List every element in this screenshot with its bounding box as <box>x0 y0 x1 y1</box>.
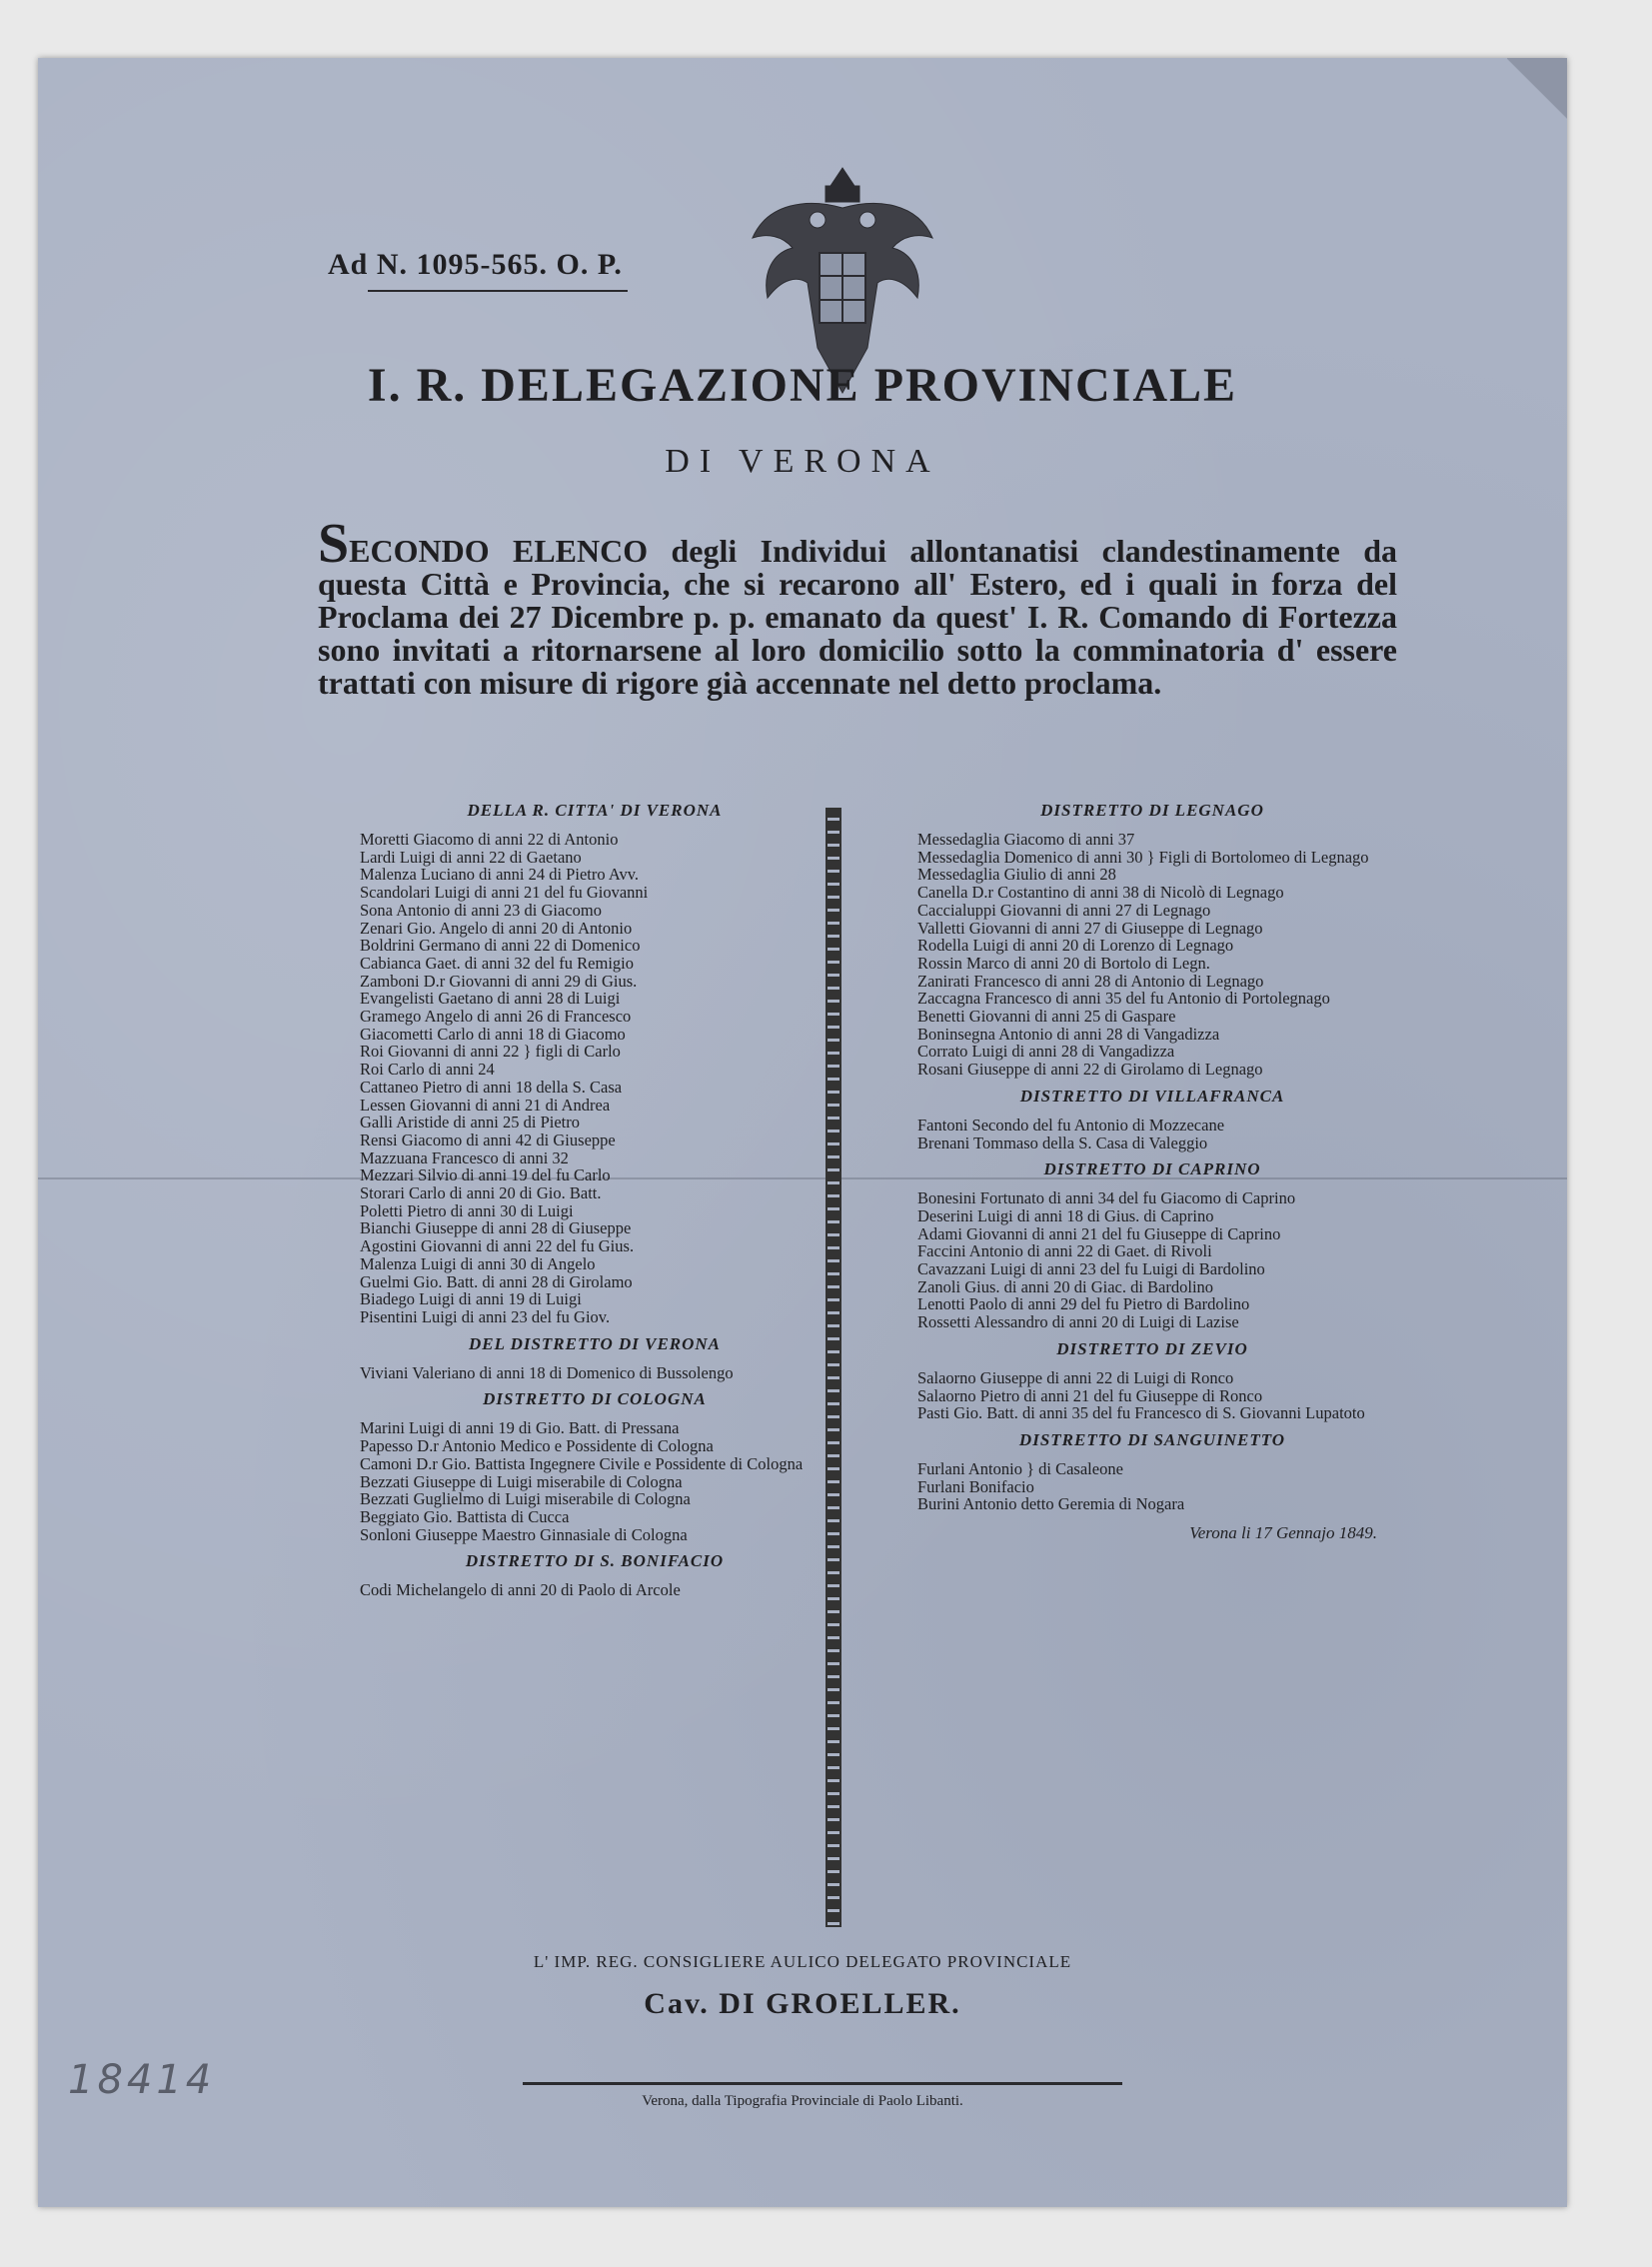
person-entry: Agostini Giovanni di anni 22 del fu Gius. <box>360 1236 635 1256</box>
person-entry: Moretti Giacomo di anni 22 di Antonio <box>360 830 619 849</box>
person-entry: Caccialuppi Giovanni di anni 27 di Legnago <box>917 900 1211 920</box>
person-entry: Bezzati Giuseppe di Luigi miserabile di Cologna <box>360 1471 683 1491</box>
person-entry: Boninsegna Antonio di anni 28 di Vangadizza <box>917 1024 1220 1044</box>
district-heading: DEL DISTRETTO DI VERONA <box>468 1333 722 1353</box>
person-entry: Gramego Angelo di anni 26 di Francesco <box>360 1007 632 1027</box>
person-entry: Boldrini Germano di anni 22 di Domenico <box>360 936 641 956</box>
person-entry: Pasti Gio. Batt. di anni 35 del fu Francesco di S. Giovanni Lupatoto <box>917 1403 1365 1423</box>
district-heading: DISTRETTO DI VILLAFRANCA <box>1019 1086 1285 1106</box>
person-entry: Canella D.r Costantino di anni 38 di Nicolò di Legnago <box>917 883 1284 903</box>
person-entry: Cabianca Gaet. di anni 32 del fu Remigio <box>360 953 635 973</box>
person-entry: Giacometti Carlo di anni 18 di Giacomo <box>360 1024 626 1044</box>
intro-text: ECONDO ELENCO degli Individui allontanatisi clandestinamente da questa Città e Provincia, che si recarono all' Estero, ed i quali in forza del Proclama dei 27 Dicembre p. p. emanato da quest' I. R. Comando di Fortezza sono invitati a ritornarsene al loro domicilio sotto la comminatoria d' essere trattati con misure di rigore già accennate nel detto proclama. <box>318 533 1397 701</box>
person-entry: Codi Michelangelo di anni 20 di Paolo di Arcole <box>360 1580 681 1600</box>
person-entry: Galli Aristide di anni 25 di Pietro <box>360 1113 580 1133</box>
person-entry: Brenani Tommaso della S. Casa di Valeggio <box>917 1133 1208 1152</box>
signer-name: Cav. DI GROELLER. <box>644 1987 961 2020</box>
person-entry: Adami Giovanni di anni 21 del fu Giuseppe di Caprino <box>917 1223 1281 1243</box>
person-entry: Bianchi Giuseppe di anni 28 di Giuseppe <box>360 1218 632 1238</box>
person-entry: Cattaneo Pietro di anni 18 della S. Casa <box>360 1077 623 1097</box>
person-entry: Marini Luigi di anni 19 di Gio. Batt. di Pressana <box>360 1418 680 1438</box>
person-entry: Malenza Luigi di anni 30 di Angelo <box>360 1253 596 1273</box>
district-heading: DISTRETTO DI COLOGNA <box>483 1389 707 1409</box>
person-entry: Messedaglia Giacomo di anni 37 <box>917 830 1135 849</box>
person-entry: Mazzuana Francesco di anni 32 <box>360 1147 569 1167</box>
right-column <box>917 793 1387 1543</box>
person-entry: Lessen Giovanni di anni 21 di Andrea <box>360 1095 611 1115</box>
district-heading: DISTRETTO DI CAPRINO <box>1043 1159 1261 1179</box>
person-entry: Benetti Giovanni di anni 25 di Gaspare <box>917 1007 1176 1027</box>
person-entry: Salaorno Giuseppe di anni 22 di Luigi di Ronco <box>917 1367 1234 1387</box>
person-entry: Rodella Luigi di anni 20 di Lorenzo di Legnago <box>917 936 1234 956</box>
reference-underline <box>368 290 628 292</box>
person-entry: Zenari Gio. Angelo di anni 20 di Antonio <box>360 918 633 938</box>
person-entry: Cavazzani Luigi di anni 23 del fu Luigi di Bardolino <box>917 1259 1265 1279</box>
person-entry: Messedaglia Giulio di anni 28 <box>917 865 1116 885</box>
district-heading: DELLA R. CITTA' DI VERONA <box>467 801 723 820</box>
person-entry: Lardi Luigi di anni 22 di Gaetano <box>360 847 582 867</box>
person-entry: Rossetti Alessandro di anni 20 di Luigi di Lazise <box>917 1312 1239 1332</box>
official-title: L' IMP. REG. CONSIGLIERE AULICO DELEGATO PROVINCIALE <box>533 1952 1072 1971</box>
person-entry: Furlani Bonifacio <box>917 1476 1034 1496</box>
torn-corner <box>1507 58 1567 148</box>
person-entry: Deserini Luigi di anni 18 di Gius. di Caprino <box>917 1205 1214 1225</box>
district-heading: DISTRETTO DI SANGUINETTO <box>1018 1429 1286 1449</box>
person-entry: Bezzati Guglielmo di Luigi miserabile di Cologna <box>360 1489 691 1509</box>
person-entry: Guelmi Gio. Batt. di anni 28 di Girolamo <box>360 1271 633 1291</box>
person-entry: Corrato Luigi di anni 28 di Vangadizza <box>917 1042 1175 1062</box>
person-entry: Poletti Pietro di anni 30 di Luigi <box>360 1200 574 1220</box>
person-entry: Mezzari Silvio di anni 19 del fu Carlo <box>360 1165 611 1185</box>
person-entry: Sonloni Giuseppe Maestro Ginnasiale di Cologna <box>360 1524 688 1544</box>
person-entry: Bonesini Fortunato di anni 34 del fu Giacomo di Caprino <box>917 1188 1296 1208</box>
district-heading: DISTRETTO DI S. BONIFACIO <box>465 1551 725 1571</box>
person-entry: Salaorno Pietro di anni 21 del fu Giuseppe di Ronco <box>917 1385 1263 1405</box>
intro-paragraph <box>318 513 1397 701</box>
issue-date: Verona li 17 Gennajo 1849. <box>1189 1523 1377 1543</box>
poster-sheet <box>38 58 1567 2207</box>
person-entry: Zamboni D.r Giovanni di anni 29 di Gius. <box>360 971 638 991</box>
page-subtitle: DI VERONA <box>665 443 940 480</box>
district-heading: DISTRETTO DI LEGNAGO <box>1040 801 1264 820</box>
person-entry: Roi Carlo di anni 24 <box>360 1060 495 1080</box>
person-entry: Sona Antonio di anni 23 di Giacomo <box>360 900 602 920</box>
person-entry: Rossin Marco di anni 20 di Bortolo di Legn. <box>917 953 1210 973</box>
handwritten-archive-number: 18414 <box>68 2057 216 2103</box>
district-heading: DISTRETTO DI ZEVIO <box>1056 1338 1248 1358</box>
person-entry: Valletti Giovanni di anni 27 di Giuseppe di Legnago <box>917 918 1263 938</box>
person-entry: Lenotti Paolo di anni 29 del fu Pietro di Bardolino <box>917 1294 1250 1314</box>
left-column <box>360 793 829 1599</box>
person-entry: Faccini Antonio di anni 22 di Gaet. di Rivoli <box>917 1241 1212 1261</box>
person-entry: Roi Giovanni di anni 22 } figli di Carlo <box>360 1042 621 1062</box>
person-entry: Messedaglia Domenico di anni 30 } Figli di Bortolomeo di Legnago <box>917 847 1369 867</box>
person-entry: Burini Antonio detto Geremia di Nogara <box>917 1494 1185 1514</box>
person-entry: Viviani Valeriano di anni 18 di Domenico di Bussolengo <box>360 1362 734 1382</box>
person-entry: Zaccagna Francesco di anni 35 del fu Antonio di Portolegnago <box>917 989 1330 1009</box>
page-title: I. R. DELEGAZIONE PROVINCIALE <box>367 359 1238 412</box>
person-entry: Papesso D.r Antonio Medico e Possidente di Cologna <box>360 1436 714 1456</box>
reference-number: Ad N. 1095-565. O. P. <box>328 248 623 281</box>
person-entry: Malenza Luciano di anni 24 di Pietro Avv. <box>360 865 640 885</box>
person-entry: Biadego Luigi di anni 19 di Luigi <box>360 1289 582 1309</box>
person-entry: Pisentini Luigi di anni 23 del fu Giov. <box>360 1306 611 1326</box>
person-entry: Rensi Giacomo di anni 42 di Giuseppe <box>360 1130 616 1149</box>
person-entry: Fantoni Secondo del fu Antonio di Mozzecane <box>917 1115 1225 1134</box>
person-entry: Rosani Giuseppe di anni 22 di Girolamo di Legnago <box>917 1060 1263 1080</box>
person-entry: Zanoli Gius. di anni 20 di Giac. di Bardolino <box>917 1276 1214 1296</box>
printer-imprint: Verona, dalla Tipografia Provinciale di Paolo Libanti. <box>642 2093 963 2109</box>
person-entry: Storari Carlo di anni 20 di Gio. Batt. <box>360 1183 602 1203</box>
footer-rule <box>523 2082 1122 2085</box>
person-entry: Camoni D.r Gio. Battista Ingegnere Civile e Possidente di Cologna <box>360 1453 804 1473</box>
drop-cap: S <box>318 513 350 575</box>
ornamental-divider <box>826 808 841 1927</box>
person-entry: Evangelisti Gaetano di anni 28 di Luigi <box>360 989 621 1009</box>
person-entry: Furlani Antonio } di Casaleone <box>917 1458 1123 1478</box>
person-entry: Zanirati Francesco di anni 28 di Antonio di Legnago <box>917 971 1264 991</box>
person-entry: Scandolari Luigi di anni 21 del fu Giovanni <box>360 883 649 903</box>
person-entry: Beggiato Gio. Battista di Cucca <box>360 1506 570 1526</box>
